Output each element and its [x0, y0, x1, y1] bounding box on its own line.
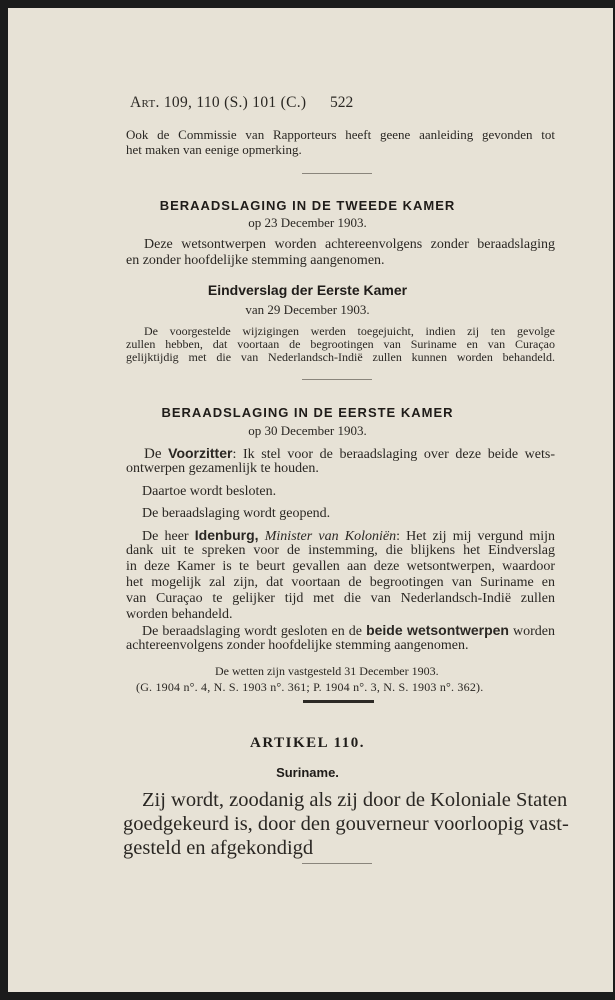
thick-divider: [303, 700, 374, 703]
article-prefix: Art.: [130, 94, 160, 111]
eindverslag-line-1: De voorgestelde wijzigingen werden toegejuicht, indien zij ten gevolge: [144, 324, 555, 338]
idenburg-line-3: in deze Kamer is te beurt gevallen aan deze wetsontwerpen, waardoor: [126, 559, 555, 574]
eindverslag-line-2: zullen hebben, dat voortaan de begrootingen van Suriname en van Curaçao: [126, 337, 555, 351]
eindverslag-heading: Eindverslag der Eerste Kamer: [207, 282, 408, 298]
note-line-1: De wetten zijn vastgesteld 31 December 1903.: [215, 664, 439, 678]
artikel-line-3: gesteld en afgekondigd: [123, 837, 314, 859]
artikel-heading: ARTIKEL 110.: [249, 735, 365, 751]
idenburg-line-6: worden behandeld.: [126, 607, 233, 622]
geopend-line: De beraadslaging wordt geopend.: [142, 506, 331, 521]
idenburg-text: : Het zij mij vergund mijn: [396, 529, 556, 544]
tweede-kamer-date: op 23 December 1903.: [248, 215, 367, 230]
voorzitter-text: : Ik stel voor de beraadslaging over deze beide wets-: [232, 447, 555, 462]
worden-word: worden: [513, 624, 556, 639]
eerste-kamer-date: op 30 December 1903.: [248, 423, 367, 438]
speaker-voorzitter: Voorzitter: [168, 445, 233, 461]
running-header: [130, 94, 306, 112]
eindverslag-line-3: gelijktijdig met die van Nederlandsch-Indië zullen kunnen worden behandeld.: [126, 350, 555, 364]
eerste-kamer-heading: BERAADSLAGING IN DE EERSTE KAMER: [161, 405, 454, 420]
artikel-line-1: Zij wordt, zoodanig als zij door de Koloniale Staten: [142, 789, 568, 811]
eindverslag-date: van 29 December 1903.: [245, 302, 370, 317]
de-word: De: [144, 446, 162, 462]
article-numbers: 109, 110 (S.) 101 (C.): [163, 94, 307, 111]
intro-line-2: het maken van eenige opmerking.: [126, 142, 302, 157]
idenburg-line-2: dank uit te spreken voor de instemming, die blijkens het Eindverslag: [126, 543, 555, 558]
voorzitter-line-2: ontwerpen gezamenlijk te houden.: [126, 461, 319, 476]
divider-rule: [302, 863, 372, 864]
divider-rule: [302, 379, 372, 380]
minister-title: Minister van Koloniën: [264, 529, 397, 544]
tweede-kamer-line-2: en zonder hoofdelijke stemming aangenomen.: [126, 253, 385, 268]
idenburg-line-4: het mogelijk zal zijn, dat voortaan de begrootingen van Suriname en: [126, 575, 555, 590]
gesloten-line-2: achtereenvolgens zonder hoofdelijke stemming aangenomen.: [126, 638, 469, 653]
heer-prefix: De heer: [142, 529, 189, 544]
divider-rule: [302, 173, 372, 174]
tweede-kamer-heading: BERAADSLAGING IN DE TWEEDE KAMER: [159, 198, 456, 213]
intro-line-1: Ook de Commissie van Rapporteurs heeft geene aanleiding gevonden tot: [126, 127, 555, 142]
note-line-2: (G. 1904 n°. 4, N. S. 1903 n°. 361; P. 1904 n°. 3, N. S. 1903 n°. 362).: [136, 680, 484, 694]
gesloten-text: De beraadslaging wordt gesloten en de: [142, 624, 363, 639]
page-number: 522: [330, 94, 354, 111]
beide-wetsontwerpen: beide wetsontwerpen: [366, 622, 509, 638]
artikel-line-2: goedgekeurd is, door den gouverneur voorloopig vast-: [123, 813, 569, 835]
tweede-kamer-line-1: Deze wetsontwerpen worden achtereenvolgens zonder beraadslaging: [144, 237, 555, 252]
besloten-line: Daartoe wordt besloten.: [142, 484, 277, 499]
artikel-subheading: Suriname.: [276, 765, 339, 780]
speaker-idenburg: Idenburg,: [194, 527, 259, 543]
idenburg-line-5: van Curaçao te gelijker tijd met die van Nederlandsch-Indië zullen: [126, 591, 555, 606]
